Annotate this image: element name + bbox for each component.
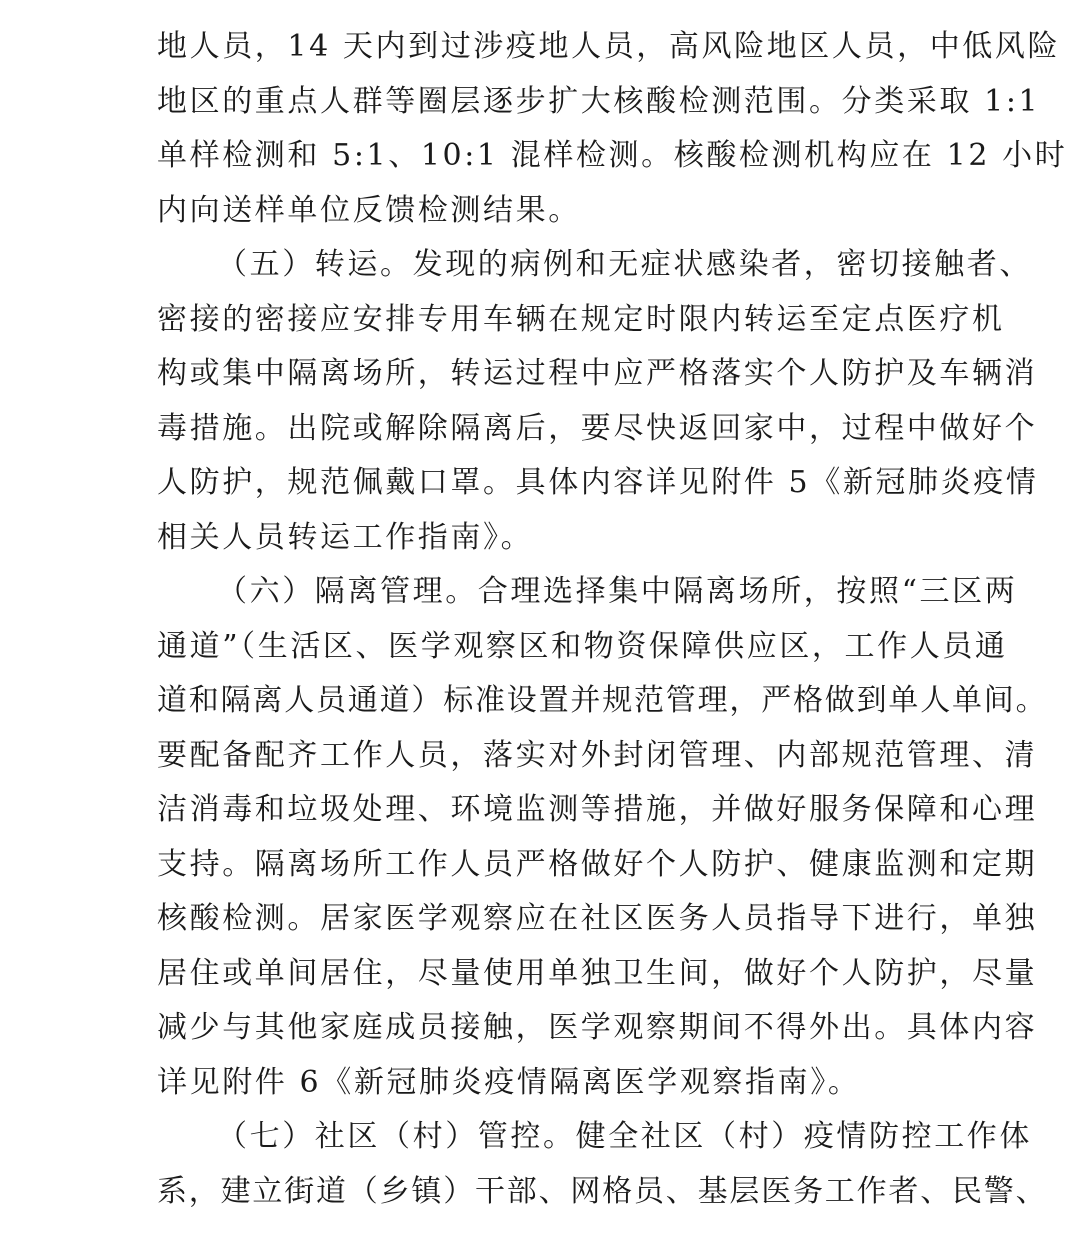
text-line: 减少与其他家庭成员接触，医学观察期间不得外出。具体内容 [157,1010,1038,1045]
paragraph-first-line: （六）隔离管理。合理选择集中隔离场所，按照“三区两 [217,574,1018,609]
text-line: 单样检测和 5:1、10:1 混样检测。核酸检测机构应在 12 小时 [157,138,1068,173]
text-line: 地人员，14 天内到过涉疫地人员，高风险地区人员，中低风险 [157,29,1061,64]
paragraph-first-line: （七）社区（村）管控。健全社区（村）疫情防控工作体 [217,1119,1032,1154]
text-line: 系，建立街道（乡镇）干部、网格员、基层医务工作者、民警、 [157,1173,1048,1209]
paragraph-first-line: （五）转运。发现的病例和无症状感染者，密切接触者、 [217,247,1032,282]
text-line: 相关人员转运工作指南》。 [157,519,534,555]
text-line: 道和隔离人员通道）标准设置并规范管理，严格做到单人单间。 [157,683,1048,718]
text-line: 要配备配齐工作人员，落实对外封闭管理、内部规范管理、清 [157,737,1038,773]
text-line: 通道”（生活区、医学观察区和物资保障供应区，工作人员通 [157,628,1008,664]
text-line: 详见附件 6《新冠肺炎疫情隔离医学观察指南》。 [157,1064,861,1100]
text-line: 构或集中隔离场所，转运过程中应严格落实个人防护及车辆消 [157,356,1038,391]
document-body [157,20,1068,1219]
text-line: 毒措施。出院或解除隔离后，要尽快返回家中，过程中做好个 [157,410,1038,446]
text-line: 内向送样单位反馈检测结果。 [157,192,581,228]
text-line: 支持。隔离场所工作人员严格做好个人防护、健康监测和定期 [157,846,1038,882]
text-line: 密接的密接应安排专用车辆在规定时限内转运至定点医疗机 [157,301,1005,337]
text-line: 人防护，规范佩戴口罩。具体内容详见附件 5《新冠肺炎疫情 [157,465,1039,500]
text-line: 地区的重点人群等圈层逐步扩大核酸检测范围。分类采取 1:1 [157,83,1041,119]
text-line: 洁消毒和垃圾处理、环境监测等措施，并做好服务保障和心理 [157,792,1038,827]
text-line: 居住或单间居住，尽量使用单独卫生间，做好个人防护，尽量 [157,955,1038,991]
text-line: 核酸检测。居家医学观察应在社区医务人员指导下进行，单独 [157,901,1038,936]
